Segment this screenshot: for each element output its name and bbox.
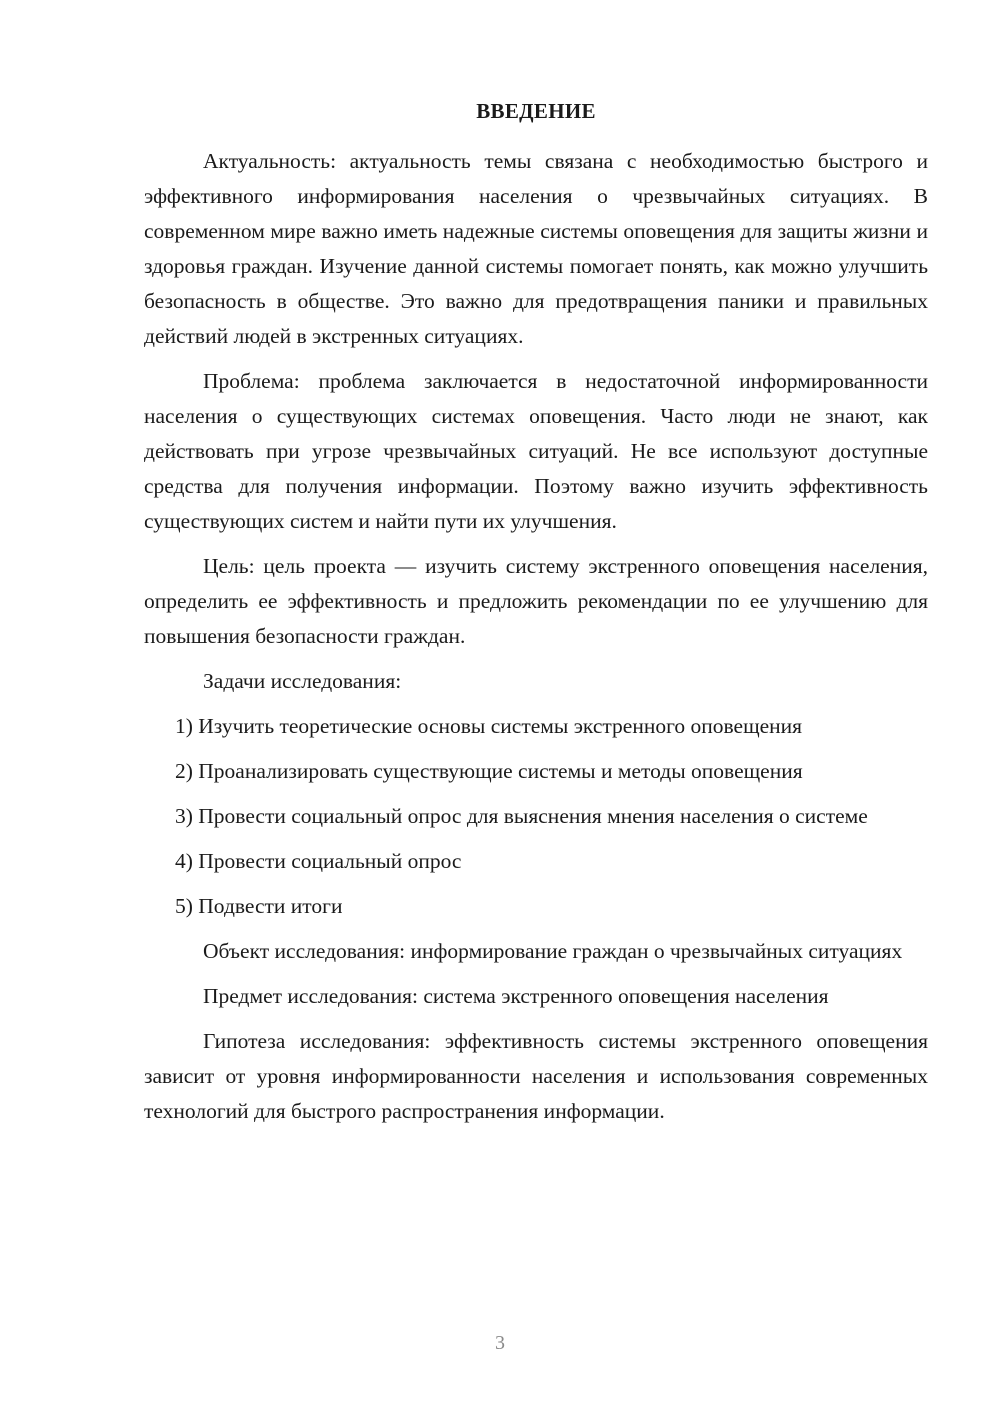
task-item-4: 4) Провести социальный опрос xyxy=(175,849,462,873)
paragraph-subject: Предмет исследования: система экстренного оповещения населения xyxy=(203,984,829,1008)
page-number: 3 xyxy=(495,1332,505,1354)
paragraph-object: Объект исследования: информирование граждан о чрезвычайных ситуациях xyxy=(203,939,903,963)
task-item-5: 5) Подвести итоги xyxy=(175,894,343,918)
task-item-3: 3) Провести социальный опрос для выяснения мнения населения о системе xyxy=(175,804,868,828)
paragraph-tasks-heading: Задачи исследования: xyxy=(203,669,402,693)
task-item-2: 2) Проанализировать существующие системы и методы оповещения xyxy=(175,759,803,783)
page-title: ВВЕДЕНИЕ xyxy=(476,99,596,123)
paragraph-goal: Цель: цель проекта — изучить систему экстренного оповещения населения, определить ее эффективность и предложить рекомендации по ее улучшению для повышения безопасности граждан. xyxy=(144,554,928,648)
document-page xyxy=(144,96,928,1139)
paragraph-problem: Проблема: проблема заключается в недостаточной информированности населения о существующих системах оповещения. Часто люди не знают, как действовать при угрозе чрезвычайных ситуаций. Не все используют доступные средства для получения информации. Поэтому важно изучить эффективность существующих систем и найти пути их улучшения. xyxy=(144,369,928,533)
paragraph-relevance: Актуальность: актуальность темы связана с необходимостью быстрого и эффективного информирования населения о чрезвычайных ситуациях. В современном мире важно иметь надежные системы оповещения для защиты жизни и здоровья граждан. Изучение данной системы помогает понять, как можно улучшить безопасность в обществе. Это важно для предотвращения паники и правильных действий людей в экстренных ситуациях. xyxy=(144,149,928,348)
paragraph-hypothesis: Гипотеза исследования: эффективность системы экстренного оповещения зависит от уровня информированности населения и использования современных технологий для быстрого распространения информации. xyxy=(144,1029,928,1123)
task-item-1: 1) Изучить теоретические основы системы экстренного оповещения xyxy=(175,714,803,738)
